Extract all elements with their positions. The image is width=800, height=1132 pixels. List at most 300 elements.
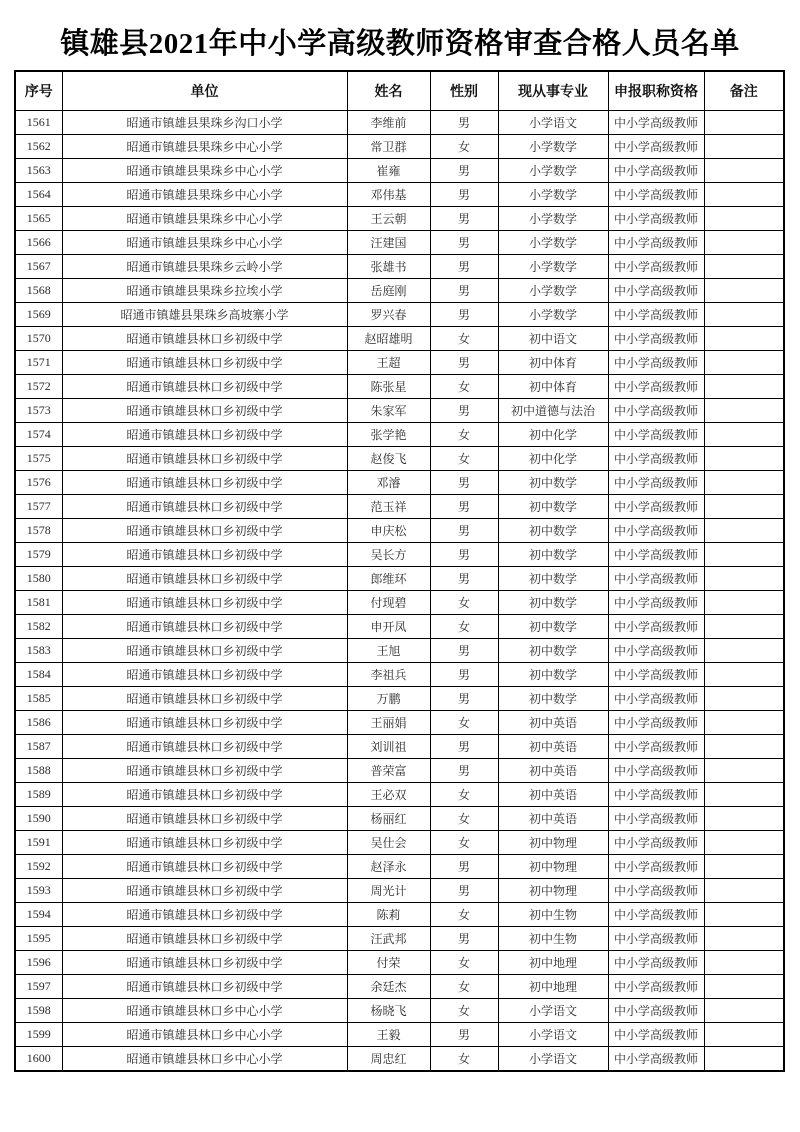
table-row bbox=[15, 255, 784, 279]
cell-seq: 1569 bbox=[15, 303, 62, 327]
cell-major: 初中化学 bbox=[498, 423, 608, 447]
cell-note bbox=[704, 903, 784, 927]
table-row bbox=[15, 423, 784, 447]
cell-unit: 昭通市镇雄县果珠乡高坡寨小学 bbox=[62, 303, 347, 327]
cell-note bbox=[704, 183, 784, 207]
cell-name: 岳庭刚 bbox=[347, 279, 430, 303]
cell-major: 初中数学 bbox=[498, 663, 608, 687]
cell-qualification: 中小学高级教师 bbox=[608, 159, 704, 183]
cell-qualification: 中小学高级教师 bbox=[608, 591, 704, 615]
cell-qualification: 中小学高级教师 bbox=[608, 351, 704, 375]
cell-unit: 昭通市镇雄县林口乡初级中学 bbox=[62, 759, 347, 783]
cell-seq: 1567 bbox=[15, 255, 62, 279]
cell-major: 初中物理 bbox=[498, 879, 608, 903]
cell-gender: 男 bbox=[430, 279, 498, 303]
cell-gender: 男 bbox=[430, 471, 498, 495]
cell-major: 初中语文 bbox=[498, 327, 608, 351]
cell-gender: 女 bbox=[430, 423, 498, 447]
column-header-major: 现从事专业 bbox=[498, 71, 608, 111]
table-row bbox=[15, 543, 784, 567]
cell-unit: 昭通市镇雄县林口乡初级中学 bbox=[62, 735, 347, 759]
cell-gender: 女 bbox=[430, 135, 498, 159]
table-body bbox=[15, 111, 784, 1072]
cell-seq: 1595 bbox=[15, 927, 62, 951]
cell-seq: 1592 bbox=[15, 855, 62, 879]
cell-note bbox=[704, 999, 784, 1023]
cell-gender: 男 bbox=[430, 351, 498, 375]
cell-major: 小学数学 bbox=[498, 279, 608, 303]
cell-name: 汪武邦 bbox=[347, 927, 430, 951]
cell-seq: 1579 bbox=[15, 543, 62, 567]
cell-major: 小学数学 bbox=[498, 231, 608, 255]
cell-name: 张学艳 bbox=[347, 423, 430, 447]
cell-seq: 1582 bbox=[15, 615, 62, 639]
cell-name: 付荣 bbox=[347, 951, 430, 975]
cell-seq: 1590 bbox=[15, 807, 62, 831]
cell-major: 小学语文 bbox=[498, 1047, 608, 1072]
cell-major: 初中物理 bbox=[498, 831, 608, 855]
cell-seq: 1584 bbox=[15, 663, 62, 687]
cell-note bbox=[704, 687, 784, 711]
cell-unit: 昭通市镇雄县林口乡初级中学 bbox=[62, 471, 347, 495]
table-row bbox=[15, 759, 784, 783]
cell-seq: 1562 bbox=[15, 135, 62, 159]
cell-seq: 1568 bbox=[15, 279, 62, 303]
cell-major: 初中体育 bbox=[498, 351, 608, 375]
cell-qualification: 中小学高级教师 bbox=[608, 615, 704, 639]
cell-seq: 1587 bbox=[15, 735, 62, 759]
cell-major: 初中英语 bbox=[498, 807, 608, 831]
column-header-unit: 单位 bbox=[62, 71, 347, 111]
table-row bbox=[15, 1023, 784, 1047]
cell-major: 小学数学 bbox=[498, 183, 608, 207]
table-row bbox=[15, 159, 784, 183]
cell-major: 初中生物 bbox=[498, 903, 608, 927]
cell-gender: 男 bbox=[430, 663, 498, 687]
table-row bbox=[15, 927, 784, 951]
cell-qualification: 中小学高级教师 bbox=[608, 255, 704, 279]
cell-gender: 男 bbox=[430, 855, 498, 879]
cell-seq: 1572 bbox=[15, 375, 62, 399]
table-row bbox=[15, 735, 784, 759]
cell-major: 小学数学 bbox=[498, 255, 608, 279]
cell-unit: 昭通市镇雄县林口乡初级中学 bbox=[62, 639, 347, 663]
cell-seq: 1580 bbox=[15, 567, 62, 591]
table-row bbox=[15, 207, 784, 231]
cell-unit: 昭通市镇雄县林口乡初级中学 bbox=[62, 831, 347, 855]
cell-gender: 男 bbox=[430, 495, 498, 519]
table-row bbox=[15, 663, 784, 687]
table-row bbox=[15, 1047, 784, 1072]
cell-major: 初中数学 bbox=[498, 567, 608, 591]
cell-major: 小学语文 bbox=[498, 1023, 608, 1047]
cell-qualification: 中小学高级教师 bbox=[608, 135, 704, 159]
cell-unit: 昭通市镇雄县林口乡初级中学 bbox=[62, 519, 347, 543]
cell-name: 陈莉 bbox=[347, 903, 430, 927]
cell-unit: 昭通市镇雄县林口乡初级中学 bbox=[62, 711, 347, 735]
cell-name: 余廷杰 bbox=[347, 975, 430, 999]
cell-unit: 昭通市镇雄县林口乡初级中学 bbox=[62, 807, 347, 831]
cell-qualification: 中小学高级教师 bbox=[608, 639, 704, 663]
cell-qualification: 中小学高级教师 bbox=[608, 303, 704, 327]
cell-name: 杨丽红 bbox=[347, 807, 430, 831]
cell-name: 王丽娟 bbox=[347, 711, 430, 735]
cell-unit: 昭通市镇雄县林口乡初级中学 bbox=[62, 375, 347, 399]
table-row bbox=[15, 831, 784, 855]
table-row bbox=[15, 471, 784, 495]
table-row bbox=[15, 975, 784, 999]
cell-unit: 昭通市镇雄县林口乡初级中学 bbox=[62, 951, 347, 975]
cell-note bbox=[704, 447, 784, 471]
cell-name: 郎维环 bbox=[347, 567, 430, 591]
cell-seq: 1596 bbox=[15, 951, 62, 975]
cell-name: 王必双 bbox=[347, 783, 430, 807]
cell-qualification: 中小学高级教师 bbox=[608, 735, 704, 759]
table-row bbox=[15, 447, 784, 471]
cell-qualification: 中小学高级教师 bbox=[608, 471, 704, 495]
cell-unit: 昭通市镇雄县林口乡初级中学 bbox=[62, 687, 347, 711]
cell-gender: 男 bbox=[430, 759, 498, 783]
cell-gender: 男 bbox=[430, 183, 498, 207]
cell-seq: 1600 bbox=[15, 1047, 62, 1072]
cell-major: 小学语文 bbox=[498, 999, 608, 1023]
cell-unit: 昭通市镇雄县林口乡初级中学 bbox=[62, 879, 347, 903]
cell-seq: 1597 bbox=[15, 975, 62, 999]
cell-unit: 昭通市镇雄县果珠乡中心小学 bbox=[62, 135, 347, 159]
cell-name: 罗兴春 bbox=[347, 303, 430, 327]
table-row bbox=[15, 687, 784, 711]
table-row bbox=[15, 183, 784, 207]
cell-seq: 1588 bbox=[15, 759, 62, 783]
cell-name: 范玉祥 bbox=[347, 495, 430, 519]
cell-unit: 昭通市镇雄县林口乡初级中学 bbox=[62, 351, 347, 375]
cell-seq: 1589 bbox=[15, 783, 62, 807]
table-row bbox=[15, 327, 784, 351]
cell-note bbox=[704, 639, 784, 663]
cell-seq: 1561 bbox=[15, 111, 62, 135]
cell-gender: 男 bbox=[430, 255, 498, 279]
cell-note bbox=[704, 423, 784, 447]
cell-seq: 1566 bbox=[15, 231, 62, 255]
cell-note bbox=[704, 135, 784, 159]
cell-seq: 1593 bbox=[15, 879, 62, 903]
cell-note bbox=[704, 255, 784, 279]
cell-unit: 昭通市镇雄县林口乡初级中学 bbox=[62, 783, 347, 807]
cell-note bbox=[704, 327, 784, 351]
cell-unit: 昭通市镇雄县果珠乡中心小学 bbox=[62, 231, 347, 255]
cell-note bbox=[704, 495, 784, 519]
cell-note bbox=[704, 399, 784, 423]
cell-gender: 男 bbox=[430, 1023, 498, 1047]
cell-name: 王旭 bbox=[347, 639, 430, 663]
cell-name: 邓伟基 bbox=[347, 183, 430, 207]
cell-name: 王毅 bbox=[347, 1023, 430, 1047]
cell-qualification: 中小学高级教师 bbox=[608, 1023, 704, 1047]
cell-seq: 1563 bbox=[15, 159, 62, 183]
column-header-gender: 性别 bbox=[430, 71, 498, 111]
cell-qualification: 中小学高级教师 bbox=[608, 495, 704, 519]
table-row bbox=[15, 111, 784, 135]
cell-gender: 女 bbox=[430, 903, 498, 927]
cell-unit: 昭通市镇雄县林口乡初级中学 bbox=[62, 423, 347, 447]
cell-unit: 昭通市镇雄县果珠乡沟口小学 bbox=[62, 111, 347, 135]
table-row bbox=[15, 951, 784, 975]
cell-major: 初中数学 bbox=[498, 495, 608, 519]
cell-seq: 1564 bbox=[15, 183, 62, 207]
cell-note bbox=[704, 831, 784, 855]
cell-major: 初中地理 bbox=[498, 951, 608, 975]
cell-major: 小学数学 bbox=[498, 207, 608, 231]
cell-gender: 女 bbox=[430, 1047, 498, 1072]
cell-note bbox=[704, 375, 784, 399]
cell-note bbox=[704, 279, 784, 303]
cell-seq: 1573 bbox=[15, 399, 62, 423]
cell-qualification: 中小学高级教师 bbox=[608, 207, 704, 231]
cell-seq: 1576 bbox=[15, 471, 62, 495]
cell-major: 小学数学 bbox=[498, 135, 608, 159]
cell-unit: 昭通市镇雄县果珠乡中心小学 bbox=[62, 183, 347, 207]
cell-gender: 女 bbox=[430, 999, 498, 1023]
cell-note bbox=[704, 543, 784, 567]
cell-seq: 1599 bbox=[15, 1023, 62, 1047]
cell-seq: 1585 bbox=[15, 687, 62, 711]
cell-note bbox=[704, 975, 784, 999]
cell-name: 赵泽永 bbox=[347, 855, 430, 879]
cell-note bbox=[704, 231, 784, 255]
cell-name: 崔雍 bbox=[347, 159, 430, 183]
cell-name: 申庆松 bbox=[347, 519, 430, 543]
cell-gender: 男 bbox=[430, 231, 498, 255]
cell-qualification: 中小学高级教师 bbox=[608, 327, 704, 351]
cell-major: 初中数学 bbox=[498, 591, 608, 615]
table-row bbox=[15, 855, 784, 879]
table-row bbox=[15, 807, 784, 831]
cell-note bbox=[704, 927, 784, 951]
cell-major: 初中英语 bbox=[498, 735, 608, 759]
cell-major: 初中数学 bbox=[498, 519, 608, 543]
table-row bbox=[15, 783, 784, 807]
cell-gender: 女 bbox=[430, 327, 498, 351]
cell-major: 初中化学 bbox=[498, 447, 608, 471]
cell-name: 付现碧 bbox=[347, 591, 430, 615]
cell-seq: 1575 bbox=[15, 447, 62, 471]
cell-gender: 男 bbox=[430, 879, 498, 903]
table-row bbox=[15, 351, 784, 375]
cell-qualification: 中小学高级教师 bbox=[608, 927, 704, 951]
cell-unit: 昭通市镇雄县林口乡初级中学 bbox=[62, 567, 347, 591]
table-row bbox=[15, 495, 784, 519]
cell-seq: 1581 bbox=[15, 591, 62, 615]
cell-gender: 男 bbox=[430, 543, 498, 567]
personnel-table bbox=[14, 70, 785, 1072]
cell-name: 王云朝 bbox=[347, 207, 430, 231]
cell-seq: 1571 bbox=[15, 351, 62, 375]
table-row bbox=[15, 711, 784, 735]
cell-note bbox=[704, 807, 784, 831]
cell-note bbox=[704, 951, 784, 975]
cell-unit: 昭通市镇雄县林口乡初级中学 bbox=[62, 855, 347, 879]
cell-major: 初中道德与法治 bbox=[498, 399, 608, 423]
table-row bbox=[15, 879, 784, 903]
cell-qualification: 中小学高级教师 bbox=[608, 951, 704, 975]
cell-gender: 女 bbox=[430, 831, 498, 855]
table-row bbox=[15, 567, 784, 591]
cell-name: 刘训祖 bbox=[347, 735, 430, 759]
cell-note bbox=[704, 615, 784, 639]
cell-major: 初中数学 bbox=[498, 639, 608, 663]
cell-gender: 女 bbox=[430, 975, 498, 999]
cell-gender: 男 bbox=[430, 687, 498, 711]
cell-unit: 昭通市镇雄县果珠乡拉埃小学 bbox=[62, 279, 347, 303]
cell-seq: 1586 bbox=[15, 711, 62, 735]
cell-qualification: 中小学高级教师 bbox=[608, 1047, 704, 1072]
cell-name: 吴仕会 bbox=[347, 831, 430, 855]
cell-major: 初中物理 bbox=[498, 855, 608, 879]
column-header-qualification: 申报职称资格 bbox=[608, 71, 704, 111]
cell-name: 周忠红 bbox=[347, 1047, 430, 1072]
cell-qualification: 中小学高级教师 bbox=[608, 807, 704, 831]
cell-qualification: 中小学高级教师 bbox=[608, 231, 704, 255]
cell-unit: 昭通市镇雄县果珠乡中心小学 bbox=[62, 207, 347, 231]
cell-note bbox=[704, 351, 784, 375]
cell-gender: 女 bbox=[430, 783, 498, 807]
table-row bbox=[15, 231, 784, 255]
table-row bbox=[15, 279, 784, 303]
cell-name: 吴长方 bbox=[347, 543, 430, 567]
table-row bbox=[15, 303, 784, 327]
cell-gender: 男 bbox=[430, 159, 498, 183]
cell-qualification: 中小学高级教师 bbox=[608, 831, 704, 855]
column-header-note: 备注 bbox=[704, 71, 784, 111]
cell-qualification: 中小学高级教师 bbox=[608, 687, 704, 711]
cell-major: 小学数学 bbox=[498, 303, 608, 327]
table-header-row bbox=[15, 71, 784, 111]
cell-name: 万鹏 bbox=[347, 687, 430, 711]
cell-gender: 男 bbox=[430, 207, 498, 231]
cell-note bbox=[704, 303, 784, 327]
cell-unit: 昭通市镇雄县林口乡初级中学 bbox=[62, 327, 347, 351]
cell-note bbox=[704, 879, 784, 903]
cell-unit: 昭通市镇雄县林口乡初级中学 bbox=[62, 399, 347, 423]
page-title: 镇雄县2021年中小学高级教师资格审查合格人员名单 bbox=[60, 28, 740, 60]
cell-major: 小学语文 bbox=[498, 111, 608, 135]
cell-qualification: 中小学高级教师 bbox=[608, 279, 704, 303]
cell-unit: 昭通市镇雄县林口乡中心小学 bbox=[62, 1023, 347, 1047]
cell-qualification: 中小学高级教师 bbox=[608, 663, 704, 687]
cell-major: 初中生物 bbox=[498, 927, 608, 951]
cell-gender: 男 bbox=[430, 639, 498, 663]
cell-qualification: 中小学高级教师 bbox=[608, 423, 704, 447]
cell-name: 陈张星 bbox=[347, 375, 430, 399]
cell-unit: 昭通市镇雄县林口乡初级中学 bbox=[62, 543, 347, 567]
cell-unit: 昭通市镇雄县林口乡初级中学 bbox=[62, 615, 347, 639]
cell-qualification: 中小学高级教师 bbox=[608, 879, 704, 903]
cell-seq: 1570 bbox=[15, 327, 62, 351]
cell-qualification: 中小学高级教师 bbox=[608, 903, 704, 927]
cell-gender: 男 bbox=[430, 519, 498, 543]
cell-name: 王超 bbox=[347, 351, 430, 375]
cell-gender: 女 bbox=[430, 615, 498, 639]
cell-major: 初中英语 bbox=[498, 783, 608, 807]
table-header bbox=[15, 71, 784, 111]
cell-qualification: 中小学高级教师 bbox=[608, 519, 704, 543]
cell-note bbox=[704, 519, 784, 543]
cell-note bbox=[704, 711, 784, 735]
cell-seq: 1574 bbox=[15, 423, 62, 447]
cell-name: 普荣富 bbox=[347, 759, 430, 783]
cell-gender: 女 bbox=[430, 375, 498, 399]
cell-qualification: 中小学高级教师 bbox=[608, 855, 704, 879]
cell-name: 朱家军 bbox=[347, 399, 430, 423]
cell-qualification: 中小学高级教师 bbox=[608, 447, 704, 471]
cell-note bbox=[704, 855, 784, 879]
cell-note bbox=[704, 1047, 784, 1072]
cell-name: 周光计 bbox=[347, 879, 430, 903]
cell-unit: 昭通市镇雄县林口乡初级中学 bbox=[62, 927, 347, 951]
cell-unit: 昭通市镇雄县林口乡初级中学 bbox=[62, 447, 347, 471]
cell-major: 初中数学 bbox=[498, 687, 608, 711]
cell-qualification: 中小学高级教师 bbox=[608, 111, 704, 135]
table-row bbox=[15, 519, 784, 543]
cell-unit: 昭通市镇雄县林口乡初级中学 bbox=[62, 975, 347, 999]
cell-name: 常卫群 bbox=[347, 135, 430, 159]
cell-unit: 昭通市镇雄县林口乡初级中学 bbox=[62, 495, 347, 519]
cell-qualification: 中小学高级教师 bbox=[608, 567, 704, 591]
table-row bbox=[15, 591, 784, 615]
cell-name: 杨晓飞 bbox=[347, 999, 430, 1023]
table-row bbox=[15, 375, 784, 399]
cell-seq: 1578 bbox=[15, 519, 62, 543]
cell-seq: 1577 bbox=[15, 495, 62, 519]
cell-name: 邓濬 bbox=[347, 471, 430, 495]
cell-note bbox=[704, 663, 784, 687]
cell-unit: 昭通市镇雄县林口乡中心小学 bbox=[62, 1047, 347, 1072]
cell-unit: 昭通市镇雄县果珠乡云岭小学 bbox=[62, 255, 347, 279]
cell-note bbox=[704, 159, 784, 183]
cell-unit: 昭通市镇雄县林口乡初级中学 bbox=[62, 663, 347, 687]
cell-note bbox=[704, 471, 784, 495]
cell-major: 初中数学 bbox=[498, 471, 608, 495]
cell-qualification: 中小学高级教师 bbox=[608, 783, 704, 807]
cell-unit: 昭通市镇雄县果珠乡中心小学 bbox=[62, 159, 347, 183]
cell-name: 赵昭雄明 bbox=[347, 327, 430, 351]
column-header-seq: 序号 bbox=[15, 71, 62, 111]
cell-qualification: 中小学高级教师 bbox=[608, 759, 704, 783]
cell-name: 李祖兵 bbox=[347, 663, 430, 687]
table-row bbox=[15, 399, 784, 423]
cell-major: 初中数学 bbox=[498, 543, 608, 567]
cell-gender: 女 bbox=[430, 447, 498, 471]
cell-qualification: 中小学高级教师 bbox=[608, 999, 704, 1023]
table-row bbox=[15, 903, 784, 927]
cell-note bbox=[704, 207, 784, 231]
cell-gender: 男 bbox=[430, 567, 498, 591]
cell-seq: 1598 bbox=[15, 999, 62, 1023]
column-header-name: 姓名 bbox=[347, 71, 430, 111]
cell-name: 李维前 bbox=[347, 111, 430, 135]
cell-seq: 1565 bbox=[15, 207, 62, 231]
cell-unit: 昭通市镇雄县林口乡中心小学 bbox=[62, 999, 347, 1023]
cell-major: 初中数学 bbox=[498, 615, 608, 639]
cell-gender: 女 bbox=[430, 591, 498, 615]
cell-gender: 男 bbox=[430, 927, 498, 951]
table-row bbox=[15, 639, 784, 663]
cell-note bbox=[704, 567, 784, 591]
cell-name: 张雄书 bbox=[347, 255, 430, 279]
cell-name: 汪建国 bbox=[347, 231, 430, 255]
cell-gender: 男 bbox=[430, 303, 498, 327]
cell-unit: 昭通市镇雄县林口乡初级中学 bbox=[62, 903, 347, 927]
